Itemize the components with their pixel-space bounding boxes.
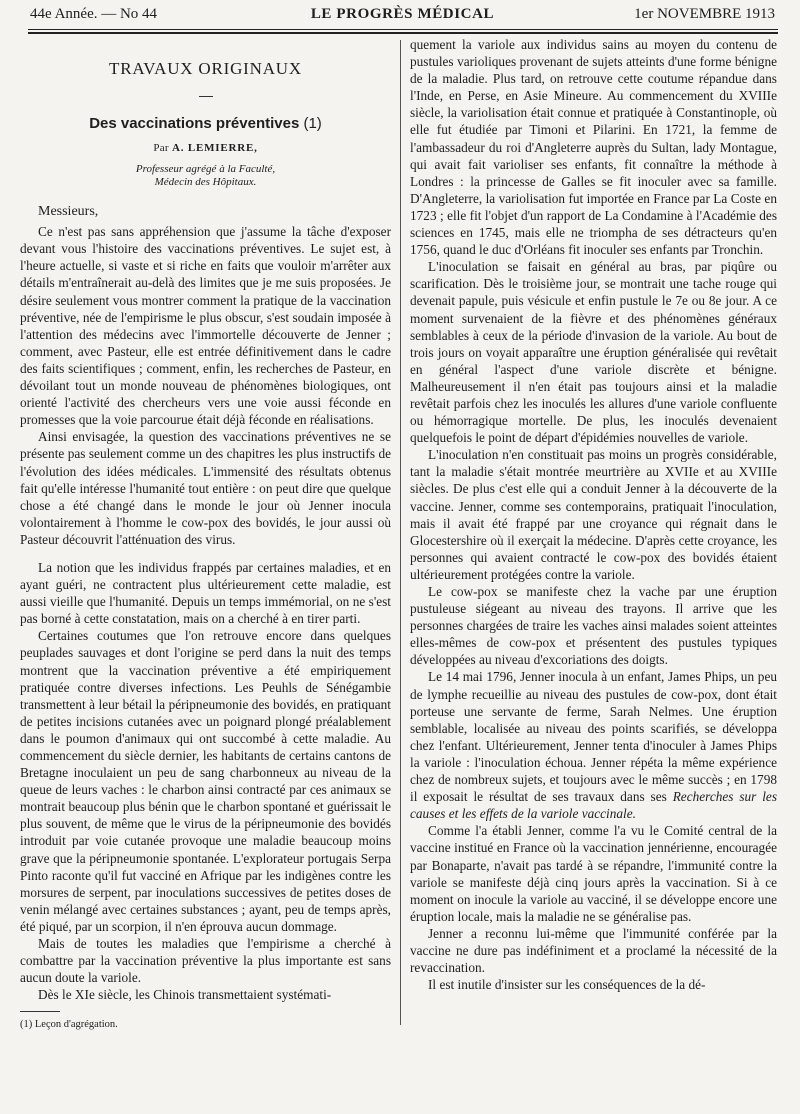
affiliation-line-1: Professeur agrégé à la Faculté,	[135, 163, 276, 176]
paragraph: Le cow-pox se manifeste chez la vache par une éruption pustuleuse siégeant au niveau des trayons. Il arrive que les personnes chargées de traire les vaches ainsi malades soient atteintes elles-mêmes de cow-pox et présentent des pustules typiques développées au niveau d'excoriations des doigts.	[410, 584, 777, 668]
paragraph-gap	[20, 548, 391, 559]
column-divider	[400, 40, 401, 1025]
journal-title: LE PROGRÈS MÉDICAL	[310, 6, 495, 22]
footnote-ref: (1)	[303, 115, 322, 132]
paragraph: Mais de toutes les maladies que l'empirisme a cherché à combattre par la vaccination préventive la plus importante est sans aucun doute la variole.	[20, 936, 391, 986]
issue-date: 1er NOVEMBRE 1913	[634, 6, 775, 22]
paragraph: Dès le XIe siècle, les Chinois transmettaient systémati-	[38, 987, 332, 1003]
paragraph: Il est inutile d'insister sur les conséquences de la dé-	[428, 977, 706, 993]
paragraph: L'inoculation se faisait en général au bras, par piqûre ou scarification. Dès le troisième jour, se montrait une tache rouge qui devenait papule, puis vésicule et enfin pustule le 7e ou 8e jour. A ce moment survenaient de la fièvre et des phénomènes généraux semblables à ceux de la période d'invasion de la variole. Au bout de trois jours on voyait apparaître une éruption généralisée qui revêtait en général l'aspect d'une variole discrète et bénigne. Malheureusement il n'en était pas toujours ainsi et la maladie revêtait parfois chez les inoculés les allures d'une variole confluente ou hémorragique mortelle. De plus, les inoculés devenaient quelquefois le point de départ d'épidémies nouvelles de variole.	[410, 259, 777, 446]
issue-number: 44e Année. — No 44	[30, 6, 158, 22]
article-title-text: Des vaccinations préventives	[89, 115, 300, 132]
right-column	[410, 36, 777, 993]
author-prefix: Par	[153, 142, 169, 154]
paragraph: L'inoculation n'en constituait pas moins un progrès considérable, tant la maladie s'était montrée meurtrière au XVIIe et au XVIIIe siècles. De plus c'est elle qui a conduit Jenner à la découverte de la vaccine. Jenner, comme ses contemporains, pratiquait l'inoculation, mais il avait été frappé par une croyance qui régnait dans le Glocestershire où il exerçait la médecine. D'après cette croyance, les personnes qui avaient contracté le cow-pox des bovidés étaient ultérieurement protégées contre la variole.	[410, 447, 777, 582]
paragraph: Certaines coutumes que l'on retrouve encore dans quelques peuplades sauvages et dont l'origine se perd dans la nuit des temps montrent que la vaccination préventive a été empiriquement pratiquée contre diverses infections. Les Peuhls de Sénégambie transmettent à leur bétail la péripneumonie des bovidés, en pratiquant de petites incisions cutanées avec un poignard plongé préalablement dans le poumon d'animaux qui ont succombé à cette maladie. Au commencement du siècle dernier, les habitants de certains cantons de Bretagne inoculaient un peu de sang charbonneux au niveau de la queue de leurs vaches : le charbon ainsi contracté par ces animaux se montrait beaucoup plus bénin que le charbon spontané et guérissait le plus souvent, de même que le virus de la péripneumonie des bovidés introduit par voie cutanée provoque une maladie beaucoup moins grave que la péripneumonie spontanée. L'explorateur portugais Serpa Pinto raconte qu'il fut vacciné en Afrique par les indigènes contre les morsures de serpent, par inoculations successives de petites doses de venin mélangé avec certaines substances ; ayant, peu de temps après, été piqué, par un scorpion, il n'en éprouva aucun dommage.	[20, 628, 391, 934]
section-title: TRAVAUX ORIGINAUX	[109, 59, 302, 78]
paragraph: quement la variole aux individus sains au moyen du contenu de pustules varioliques provenant de sujets atteints d'une forme bénigne de la maladie. Plus tard, on retrouve cette coutume répandue dans l'Inde, en Perse, en Asie Mineure. Au commencement du XVIIIe siècle, la variolisation était connue et pratiquée à Constantinople, où elle fut étudiée par Timoni et Pilarini. En 1721, la femme de l'ambassadeur du roi d'Angleterre auprès du Sultan, lady Montague, qui avait fait varioliser ses enfants, fit connaître la méthode à Londres : la princesse de Galles se fit inoculer avec sa famille. D'Angleterre, la variolisation fut importée en France par La Coste en 1723 ; elle fit l'objet d'un rapport de La Condamine à l'Académie des sciences en 1745, mais elle ne triompha de ses détracteurs qu'en 1756, quand le duc d'Orléans fit inoculer ses enfants par Tronchin.	[410, 37, 777, 258]
paragraph: Ainsi envisagée, la question des vaccinations préventives ne se présente pas seulement comme un des chapitres les plus instructifs de l'évolution des idées médicales. L'immensité des résultats obtenus fait qu'elle intéresse l'humanité tout entière : on peut dire que quelque chose a été changé dans le monde le jour où Jenner inocula volontairement à l'homme le cow-pox des bovidés, le jour aussi où Pasteur découvrit l'atténuation des virus.	[20, 429, 391, 547]
paragraph: Comme l'a établi Jenner, comme l'a vu le Comité central de la vaccine institué en France où la vaccination jennérienne, encouragée par Bonaparte, n'avait pas tardé à se répandre, l'immunité contre la variole se manifeste déjà cinq jours après la vaccination. Si à ce moment on inocule la variole au vacciné, il se développe encore une éruption locale, mais la maladie ne se généralise pas.	[410, 823, 777, 924]
title-dash	[199, 96, 213, 97]
left-column	[20, 36, 391, 1034]
header-rule-thin	[28, 29, 778, 30]
paragraph: Jenner a reconnu lui-même que l'immunité conférée par la vaccine ne dure pas indéfiniment et a proclamé la nécessité de la revaccination.	[410, 925, 777, 976]
author-name: A. LEMIERRE,	[171, 142, 258, 154]
salutation: Messieurs,	[38, 204, 99, 220]
article-title	[20, 115, 391, 137]
affiliation-line-2: Médecin des Hôpitaux.	[154, 176, 257, 189]
footnote-rule	[20, 1011, 60, 1012]
header-rule-thick	[28, 32, 778, 34]
author-line	[20, 140, 391, 157]
author-affiliation	[20, 163, 391, 189]
footnote: (1) Leçon d'agrégation.	[20, 1019, 118, 1031]
paragraph: La notion que les individus frappés par certaines maladies, et en ayant guéri, ne contractent plus ultérieurement cette maladie, est aussi vieille que l'humanité. Depuis un temps immémorial, on ne s'est pas borné à cette constatation, mais on a cherché à en tirer parti.	[20, 559, 391, 627]
paragraph	[410, 668, 777, 822]
paragraph-text: Le 14 mai 1796, Jenner inocula à un enfant, James Phips, un peu de lymphe recueillie au niveau des pustules de cow-pox, dont était porteuse une servante de ferme, Sarah Nelmes. Une éruption semblable, localisée au niveau des points scarifiés, se développa chez l'enfant. Ultérieurement, Jenner tenta d'inoculer à James Phips la variole : l'inoculation échoua. Jenner répéta la même expérience chez de nombreux sujets, et toujours avec le même succès ; en 1798 il exposait le résultat de ses travaux dans ses	[410, 669, 777, 805]
paragraph: Ce n'est pas sans appréhension que j'assume la tâche d'exposer devant vous l'histoire des vaccinations préventives. Le sujet est, à l'heure actuelle, si vaste et si riche en faits que vouloir m'arrêter aux détails m'entraînerait au-delà des limites que je me suis proposées. Je désire seulement vous montrer comment la pratique de la vaccination préventive, née de l'empirisme le plus obscur, s'est soudain imposée à l'attention des médecins avec l'immortelle découverte de Jenner ; comment, avec Pasteur, elle est entrée définitivement dans le cadre des faits scientifiques ; comment, enfin, les recherches de Pasteur, en dévoilant tout un monde nouveau de phénomènes biologiques, ont orienté l'activité des chercheurs vers une voie aussi féconde en promesses que la voie parcourue était déjà féconde en réalisations.	[20, 224, 391, 428]
running-header	[30, 6, 775, 26]
italic-citation: Recherches sur les causes et les effets de la variole vaccinale.	[410, 789, 778, 822]
